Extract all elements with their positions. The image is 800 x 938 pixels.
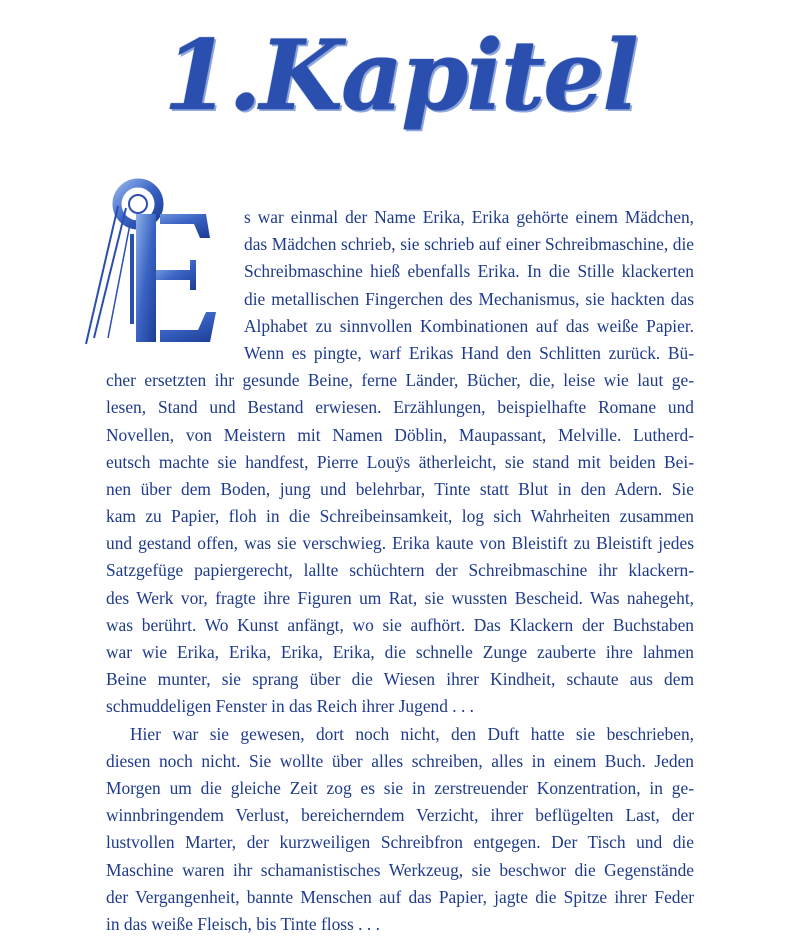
text-line: s war einmal der Name Erika, Erika gehörte einem Mädchen, — [244, 207, 694, 227]
text-line: Hier war sie gewesen, dort noch nicht, den Duft hatte sie beschrieben, — [130, 723, 694, 744]
text-line: kam zu Papier, floh in die Schreibeinsamkeit, log sich Wahrheiten zusammen — [106, 506, 694, 527]
text-line: Schreibmaschine hieß ebenfalls Erika. In die Stille klackerten — [244, 261, 694, 282]
chapter-title: 1.Kapitel — [163, 18, 637, 132]
text-line: Beine munter, sie sprang über die Wiesen ihrer Kindheit, schaute aus dem — [106, 669, 694, 690]
text-line: Satzgefüge papiergerecht, lallte schüchtern der Schreibmaschine ihr klackern- — [106, 560, 694, 581]
text-line: winnbringendem Verlust, bereicherndem Verzicht, ihrer beflügelten Last, der — [106, 805, 694, 826]
text-line: Wenn es pingte, warf Erikas Hand den Schlitten zurück. Bü- — [244, 342, 694, 363]
text-line: und gestand offen, was sie verschwieg. Erika kaute von Bleistift zu Bleistift jedes — [106, 533, 694, 554]
text-line: war wie Erika, Erika, Erika, Erika, die schnelle Zunge zauberte ihre lahmen — [106, 642, 694, 662]
text-line: nen über dem Boden, jung und belehrbar, Tinte statt Blut in den Adern. Sie — [106, 478, 694, 499]
paragraph-1 — [106, 204, 694, 721]
text-line: in das weiße Fleisch, bis Tinte floss . . . — [106, 913, 380, 934]
chapter-body — [106, 204, 694, 938]
text-line: die metallischen Fingerchen des Mechanismus, sie hackten das — [244, 288, 694, 309]
text-line: schmuddeligen Fenster in das Reich ihrer Jugend . . . — [106, 696, 475, 717]
text-line: cher ersetzten ihr gesunde Beine, ferne Länder, Bücher, die, leise wie laut ge- — [106, 370, 694, 391]
text-line: eutsch machte sie handfest, Pierre Louÿs ätherleicht, sie stand mit beiden Bei- — [106, 451, 694, 472]
text-line: der Vergangenheit, bannte Menschen auf das Papier, jagte die Spitze ihrer Feder — [106, 886, 694, 907]
text-line: Novellen, von Meistern mit Namen Döblin, Maupassant, Melville. Lutherd- — [106, 424, 694, 445]
text-line: lesen, Stand und Bestand erwiesen. Erzählungen, beispielhafte Romane und — [106, 397, 694, 418]
text-line: Morgen um die gleiche Zeit zog es sie in zerstreuender Konzentration, in ge- — [106, 777, 694, 798]
text-line: Maschine waren ihr schamanistisches Werkzeug, sie beschwor die Gegenstände — [106, 859, 694, 880]
text-line: was berührt. Wo Kunst anfängt, wo sie aufhört. Das Klackern der Buchstaben — [106, 614, 694, 635]
text-line: diesen noch nicht. Sie wollte über alles schreiben, alles in einem Buch. Jeden — [106, 750, 694, 771]
drop-cap-text: E — [80, 178, 81, 179]
text-line: Alphabet zu sinnvollen Kombinationen auf das weiße Papier. — [244, 315, 694, 336]
text-line: das Mädchen schrieb, sie schrieb auf einer Schreibmaschine, die — [244, 234, 694, 255]
paragraph-2 — [106, 721, 694, 938]
text-line: lustvollen Marter, der kurzweiligen Schreibfron entgegen. Der Tisch und die — [106, 832, 694, 853]
text-line: des Werk vor, fragte ihre Figuren um Rat, sie wussten Bescheid. Was nahegeht, — [106, 587, 694, 608]
